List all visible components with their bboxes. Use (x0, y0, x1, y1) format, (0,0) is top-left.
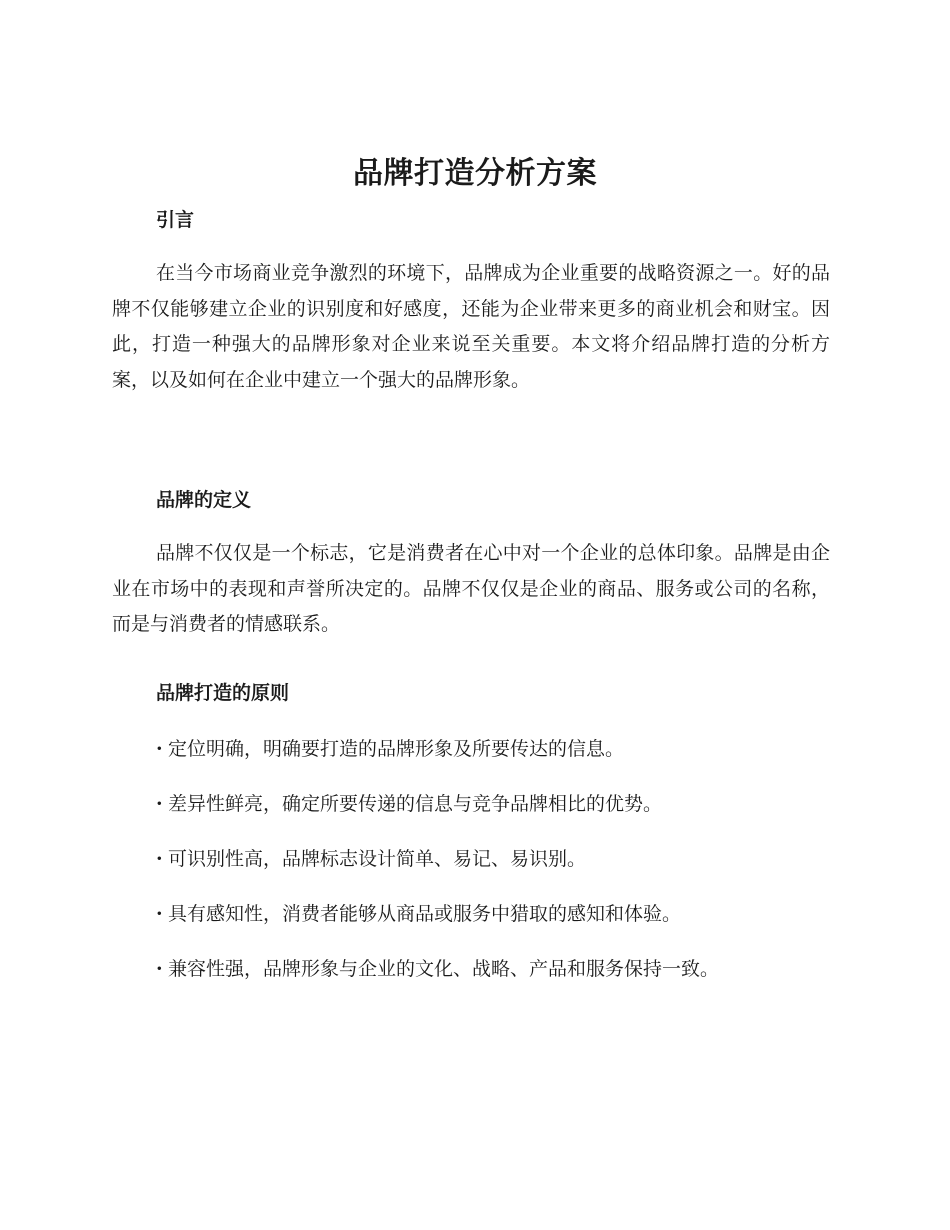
section-heading-branding-principles: 品牌打造的原则 (156, 682, 290, 704)
list-item-text: 差异性鲜亮，确定所要传递的信息与竞争品牌相比的优势。 (168, 793, 663, 815)
list-item-text: 定位明确，明确要打造的品牌形象及所要传达的信息。 (168, 738, 625, 760)
list-item-text: 兼容性强，品牌形象与企业的文化、战略、产品和服务保持一致。 (168, 958, 720, 980)
list-item (156, 789, 719, 819)
bullet-dot-icon: · (156, 958, 163, 980)
list-item (156, 734, 719, 764)
bullet-dot-icon: · (156, 903, 163, 925)
bullet-dot-icon: · (156, 738, 163, 760)
introduction-paragraph: 在当今市场商业竞争激烈的环境下，品牌成为企业重要的战略资源之一。好的品牌不仅能够建立企业的识别度和好感度，还能为企业带来更多的商业机会和财宝。因此，打造一种强大的品牌形象对企业来说至关重要。本文将介绍品牌打造的分析方案，以及如何在企业中建立一个强大的品牌形象。 (112, 262, 830, 391)
bullet-dot-icon: · (156, 793, 163, 815)
list-item-text: 可识别性高，品牌标志设计简单、易记、易识别。 (168, 848, 587, 870)
list-item (156, 954, 719, 984)
principles-list (156, 734, 719, 1009)
list-item-text: 具有感知性，消费者能够从商品或服务中猎取的感知和体验。 (168, 903, 682, 925)
list-item (156, 844, 719, 874)
list-item (156, 899, 719, 929)
brand-definition-paragraph: 品牌不仅仅是一个标志，它是消费者在心中对一个企业的总体印象。品牌是由企业在市场中的表现和声誉所决定的。品牌不仅仅是企业的商品、服务或公司的名称，而是与消费者的情感联系。 (112, 542, 830, 636)
section-heading-introduction: 引言 (156, 209, 195, 231)
bullet-dot-icon: · (156, 848, 163, 870)
section-heading-brand-definition: 品牌的定义 (156, 489, 252, 511)
document-title: 品牌打造分析方案 (353, 156, 597, 191)
